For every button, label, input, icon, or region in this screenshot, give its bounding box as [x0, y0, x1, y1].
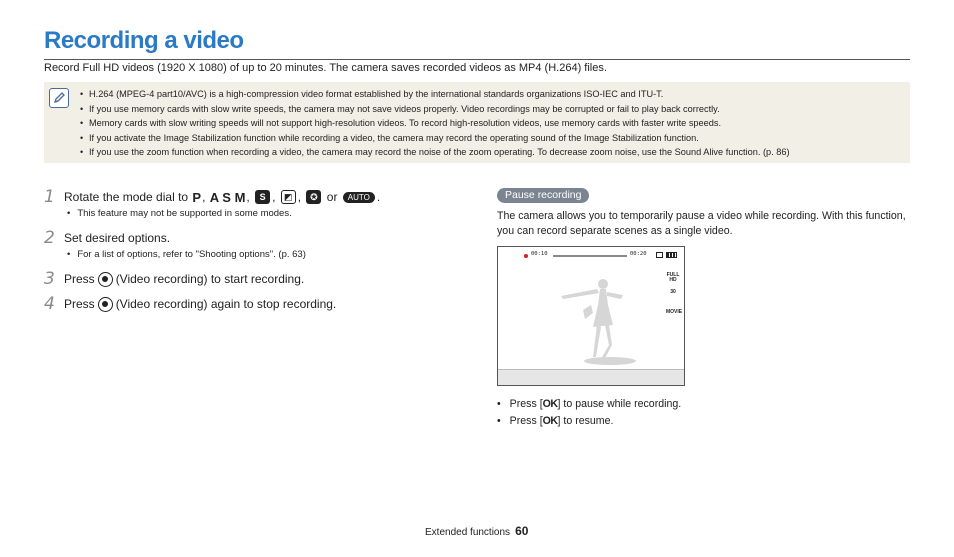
ok-button-icon: OK [542, 415, 558, 427]
video-record-button-icon [98, 297, 113, 312]
auto-mode-icon: AUTO [343, 192, 375, 203]
pause-instruction [497, 398, 681, 410]
title-divider [44, 59, 910, 60]
screen-bottom-bar [498, 369, 684, 385]
note-item: • If you use the zoom function when recording a video, the camera may record the noise of the zoom operating. To decrease zoom noise, use the Sound Alive function. (p. 86) [80, 145, 900, 160]
magic-mode-icon: ✪ [306, 190, 321, 204]
step-suffix: . [376, 190, 381, 204]
intro-text: Record Full HD videos (1920 X 1080) of up to 20 minutes. The camera saves recorded videos as MP4 (H.264) files. [44, 62, 607, 74]
scene-mode-icon: ◩ [281, 190, 296, 204]
step-number: 2 [44, 228, 55, 248]
program-mode-icon: P [192, 189, 202, 205]
instruction-text: ] to resume. [557, 415, 614, 427]
frame-rate-icon: 30 [670, 289, 676, 295]
movie-mode-icon: MOVIE [666, 309, 683, 315]
step-text: Press [64, 272, 95, 286]
page-title: Recording a video [44, 27, 244, 54]
step-1-note: • This feature may not be supported in some modes. [67, 208, 292, 219]
or-text: or [326, 190, 338, 204]
note-item: • If you activate the Image Stabilization function while recording a video, the camera may record the operating sound of the Image Stabilization function. [80, 131, 900, 146]
resume-instruction [497, 415, 613, 427]
remaining-time: 00:20 [630, 251, 647, 257]
note-pencil-icon [49, 88, 69, 108]
pause-recording-heading: Pause recording [497, 188, 589, 203]
step-text: (Video recording) to start recording. [115, 272, 305, 286]
elapsed-time: 00:10 [531, 251, 548, 257]
battery-icon [666, 252, 677, 258]
smart-mode-icon: S [255, 190, 270, 204]
step-text: (Video recording) again to stop recording. [115, 297, 337, 311]
step-text: Rotate the mode dial to [64, 190, 189, 204]
note-list [80, 87, 900, 160]
page-number: 60 [515, 524, 529, 538]
instruction-text: Press [ [509, 415, 543, 427]
step-4 [44, 294, 336, 314]
step-1: 1 Rotate the mode dial to P , A S M , S , ◩ , ✪ or AUTO . [44, 187, 381, 207]
footer-section: Extended functions [425, 527, 511, 538]
memory-card-icon [656, 252, 663, 258]
note-item: • If you use memory cards with slow write speeds, the camera may not save videos properly. Video recordings may be corrupted or fail to play back correctly. [80, 102, 900, 117]
camera-screen-illustration [497, 246, 685, 386]
dancer-silhouette-icon [553, 275, 643, 367]
step-number: 4 [44, 294, 55, 314]
recording-progress-bar [553, 255, 627, 257]
step-text: Press [64, 297, 95, 311]
step-2 [44, 228, 170, 248]
ok-button-icon: OK [542, 398, 558, 410]
asm-mode-icon: A S M [209, 189, 246, 205]
step-2-note: • For a list of options, refer to "Shooting options". (p. 63) [67, 249, 306, 260]
page-footer [425, 524, 528, 538]
note-item: • H.264 (MPEG-4 part10/AVC) is a high-compression video format established by the international standards organizations ISO-IEC and ITU-T. [80, 87, 900, 102]
step-number: 3 [44, 269, 55, 289]
step-text: Set desired options. [64, 231, 171, 245]
step-3 [44, 269, 304, 289]
pause-description: The camera allows you to temporarily pause a video while recording. With this function, you can record separate scenes as a single video. [497, 210, 906, 237]
instruction-text: Press [ [509, 398, 543, 410]
instruction-text: ] to pause while recording. [557, 398, 682, 410]
resolution-icon: FULL HD [666, 272, 680, 283]
step-number: 1 [44, 187, 55, 207]
note-item: • Memory cards with slow writing speeds will not support high-resolution videos. To record high-resolution videos, use memory cards with faster write speeds. [80, 116, 900, 131]
recording-dot-icon [524, 254, 528, 258]
video-record-button-icon [98, 272, 113, 287]
